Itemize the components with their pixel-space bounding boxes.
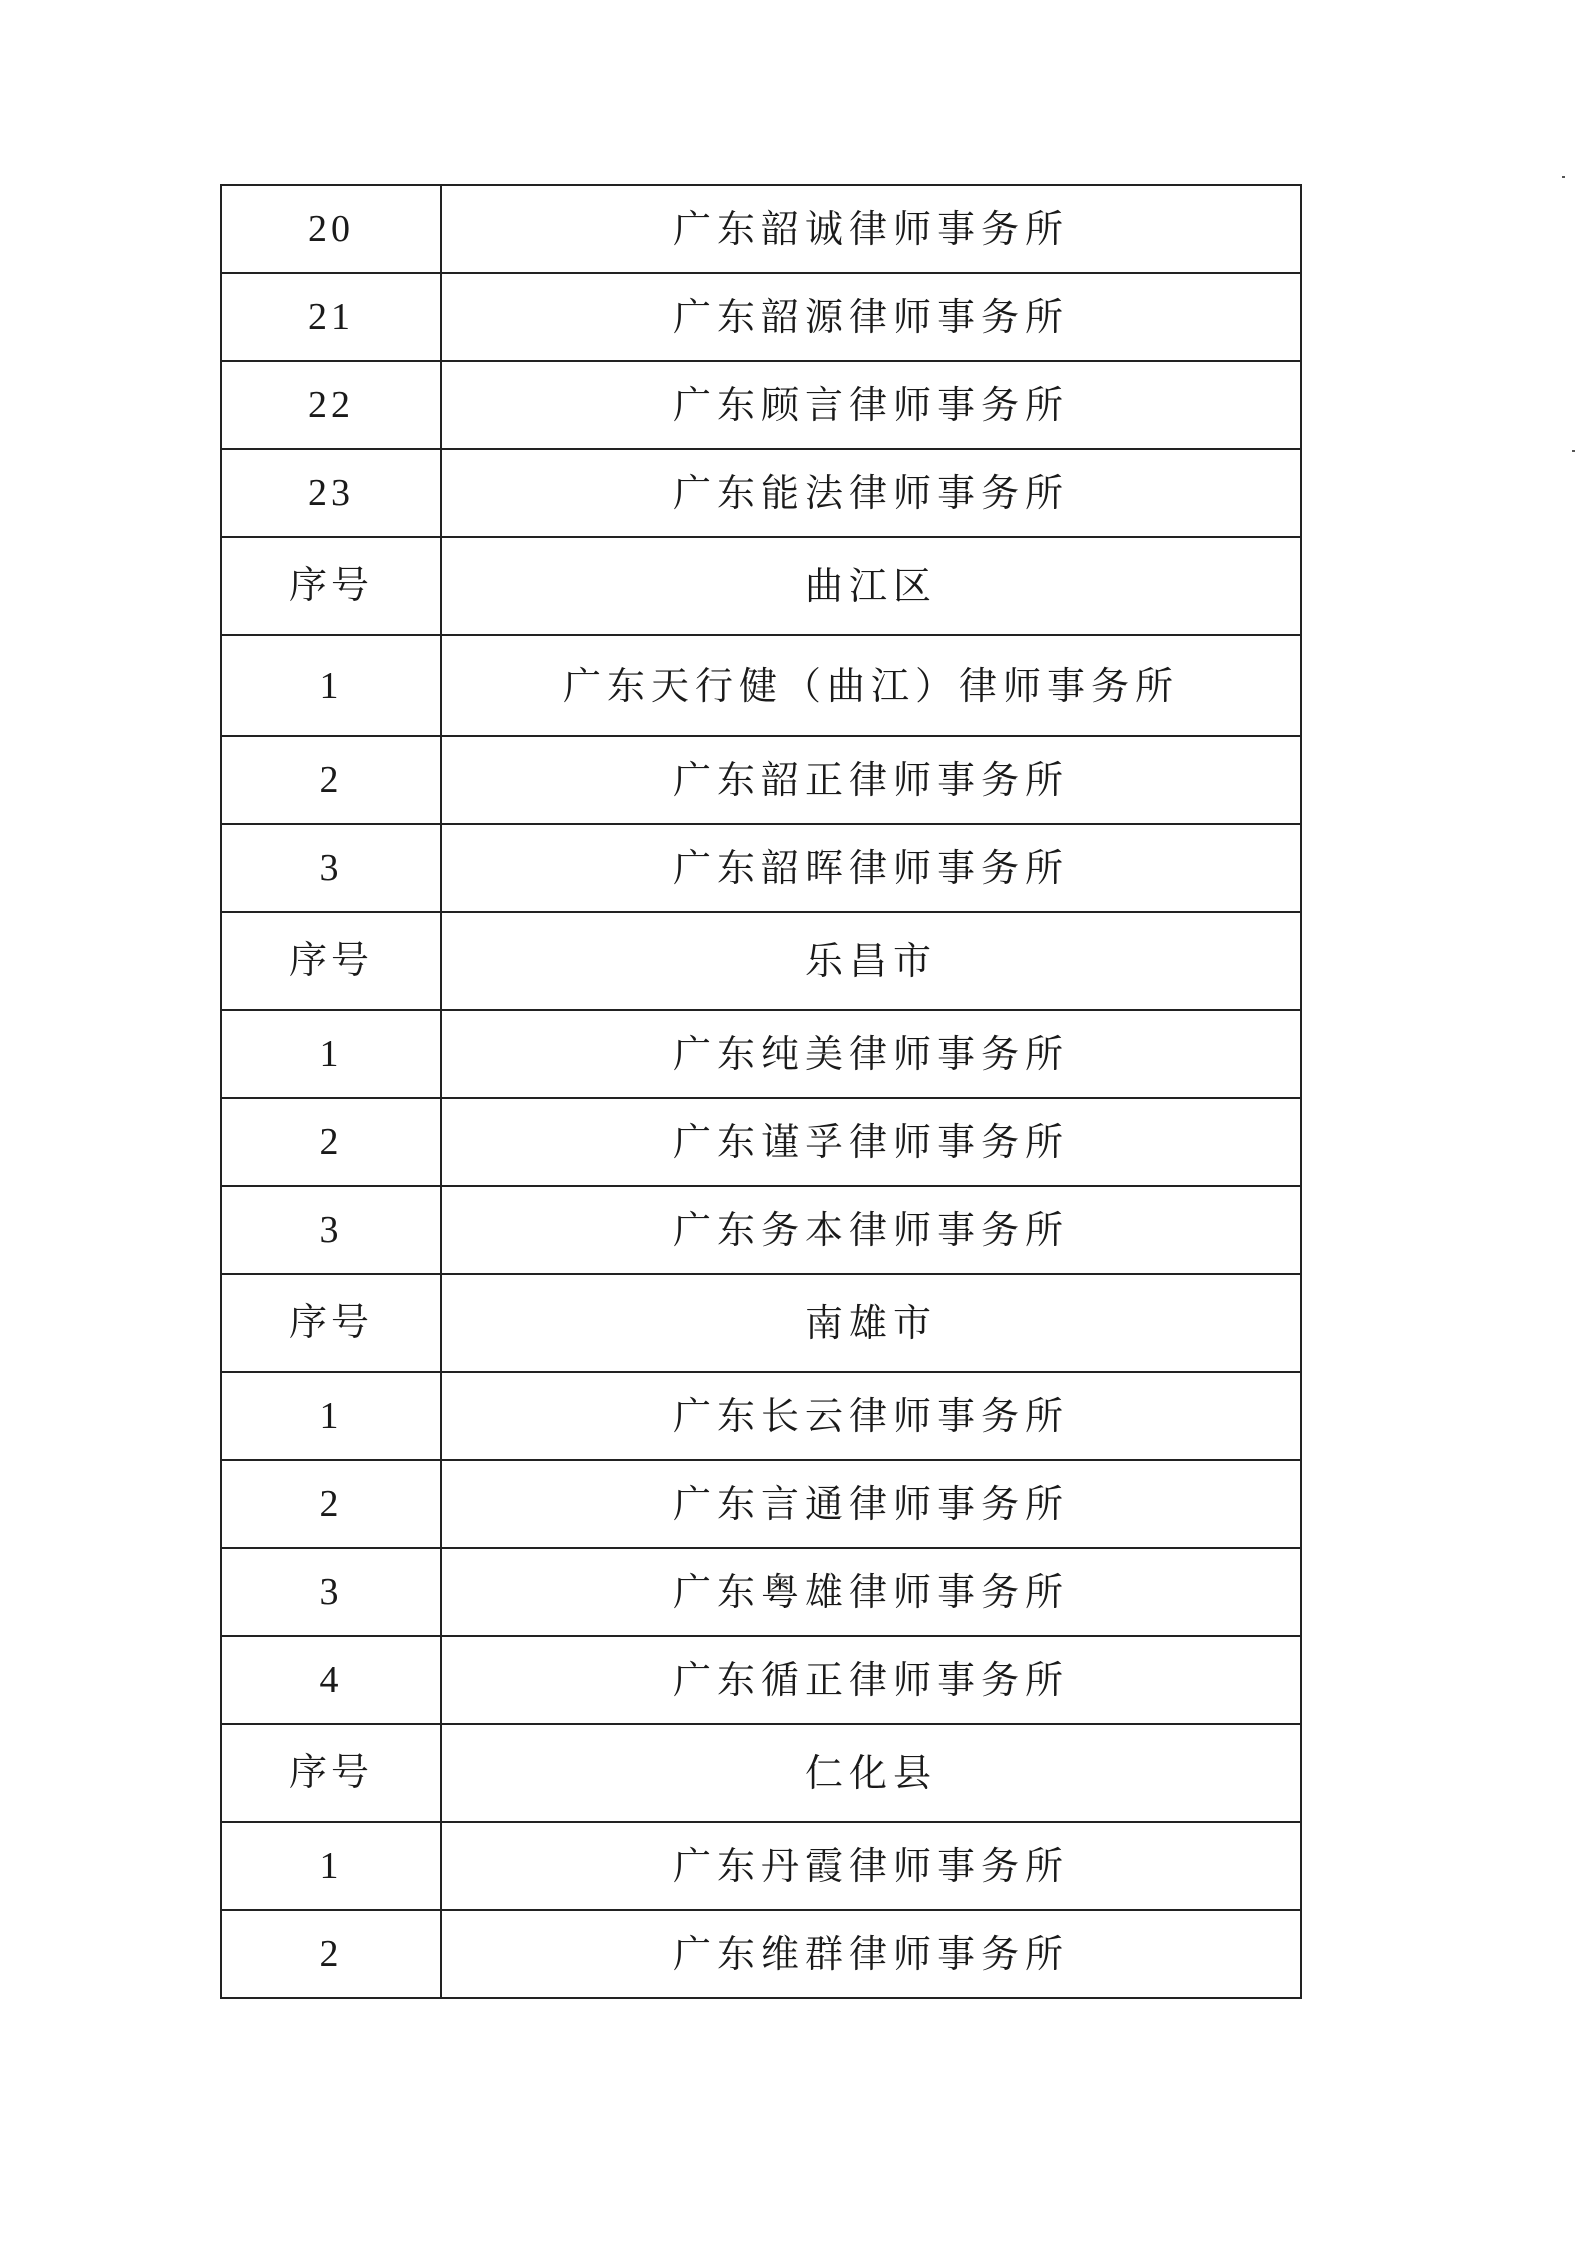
firm-name-cell: 广东丹霞律师事务所 bbox=[441, 1822, 1301, 1910]
table-row bbox=[221, 1010, 1301, 1098]
firm-name-cell: 广东谨孚律师事务所 bbox=[441, 1098, 1301, 1186]
table-row bbox=[221, 1098, 1301, 1186]
district-header-row bbox=[221, 537, 1301, 635]
scan-speck bbox=[1562, 176, 1565, 178]
table-row bbox=[221, 185, 1301, 273]
serial-number-cell: 3 bbox=[221, 1548, 441, 1636]
firm-name-cell: 广东韶正律师事务所 bbox=[441, 736, 1301, 824]
table-row bbox=[221, 1460, 1301, 1548]
serial-number-cell: 4 bbox=[221, 1636, 441, 1724]
firm-name-cell: 广东能法律师事务所 bbox=[441, 449, 1301, 537]
serial-number-cell: 21 bbox=[221, 273, 441, 361]
table-row bbox=[221, 361, 1301, 449]
law-firm-table-body bbox=[221, 185, 1301, 1998]
serial-number-cell: 2 bbox=[221, 1910, 441, 1998]
firm-name-cell: 广东循正律师事务所 bbox=[441, 1636, 1301, 1724]
firm-name-cell: 广东天行健（曲江）律师事务所 bbox=[441, 635, 1301, 736]
firm-name-cell: 广东韶晖律师事务所 bbox=[441, 824, 1301, 912]
district-name-cell: 曲江区 bbox=[441, 537, 1301, 635]
table-row bbox=[221, 449, 1301, 537]
table-row bbox=[221, 1372, 1301, 1460]
serial-number-cell: 3 bbox=[221, 1186, 441, 1274]
serial-number-cell: 1 bbox=[221, 1010, 441, 1098]
serial-number-cell: 22 bbox=[221, 361, 441, 449]
serial-number-cell: 3 bbox=[221, 824, 441, 912]
serial-number-cell: 23 bbox=[221, 449, 441, 537]
table-row bbox=[221, 273, 1301, 361]
serial-number-cell: 2 bbox=[221, 1460, 441, 1548]
table-row bbox=[221, 1548, 1301, 1636]
district-header-row bbox=[221, 912, 1301, 1010]
serial-number-cell: 2 bbox=[221, 736, 441, 824]
serial-number-cell: 1 bbox=[221, 1372, 441, 1460]
firm-name-cell: 广东韶源律师事务所 bbox=[441, 273, 1301, 361]
table-row bbox=[221, 635, 1301, 736]
serial-number-cell: 1 bbox=[221, 1822, 441, 1910]
firm-name-cell: 广东顾言律师事务所 bbox=[441, 361, 1301, 449]
table-row bbox=[221, 1822, 1301, 1910]
table-row bbox=[221, 736, 1301, 824]
serial-header-cell: 序号 bbox=[221, 537, 441, 635]
firm-name-cell: 广东纯美律师事务所 bbox=[441, 1010, 1301, 1098]
serial-header-cell: 序号 bbox=[221, 1274, 441, 1372]
firm-name-cell: 广东粤雄律师事务所 bbox=[441, 1548, 1301, 1636]
district-name-cell: 南雄市 bbox=[441, 1274, 1301, 1372]
firm-name-cell: 广东长云律师事务所 bbox=[441, 1372, 1301, 1460]
serial-number-cell: 20 bbox=[221, 185, 441, 273]
table-row bbox=[221, 1636, 1301, 1724]
table-row bbox=[221, 824, 1301, 912]
serial-header-cell: 序号 bbox=[221, 1724, 441, 1822]
serial-header-cell: 序号 bbox=[221, 912, 441, 1010]
firm-name-cell: 广东韶诚律师事务所 bbox=[441, 185, 1301, 273]
serial-number-cell: 1 bbox=[221, 635, 441, 736]
district-header-row bbox=[221, 1274, 1301, 1372]
table-row bbox=[221, 1186, 1301, 1274]
table-row bbox=[221, 1910, 1301, 1998]
district-header-row bbox=[221, 1724, 1301, 1822]
firm-name-cell: 广东言通律师事务所 bbox=[441, 1460, 1301, 1548]
district-name-cell: 乐昌市 bbox=[441, 912, 1301, 1010]
law-firm-table bbox=[220, 184, 1302, 1999]
firm-name-cell: 广东务本律师事务所 bbox=[441, 1186, 1301, 1274]
firm-name-cell: 广东维群律师事务所 bbox=[441, 1910, 1301, 1998]
serial-number-cell: 2 bbox=[221, 1098, 441, 1186]
scan-speck bbox=[1572, 450, 1575, 452]
district-name-cell: 仁化县 bbox=[441, 1724, 1301, 1822]
